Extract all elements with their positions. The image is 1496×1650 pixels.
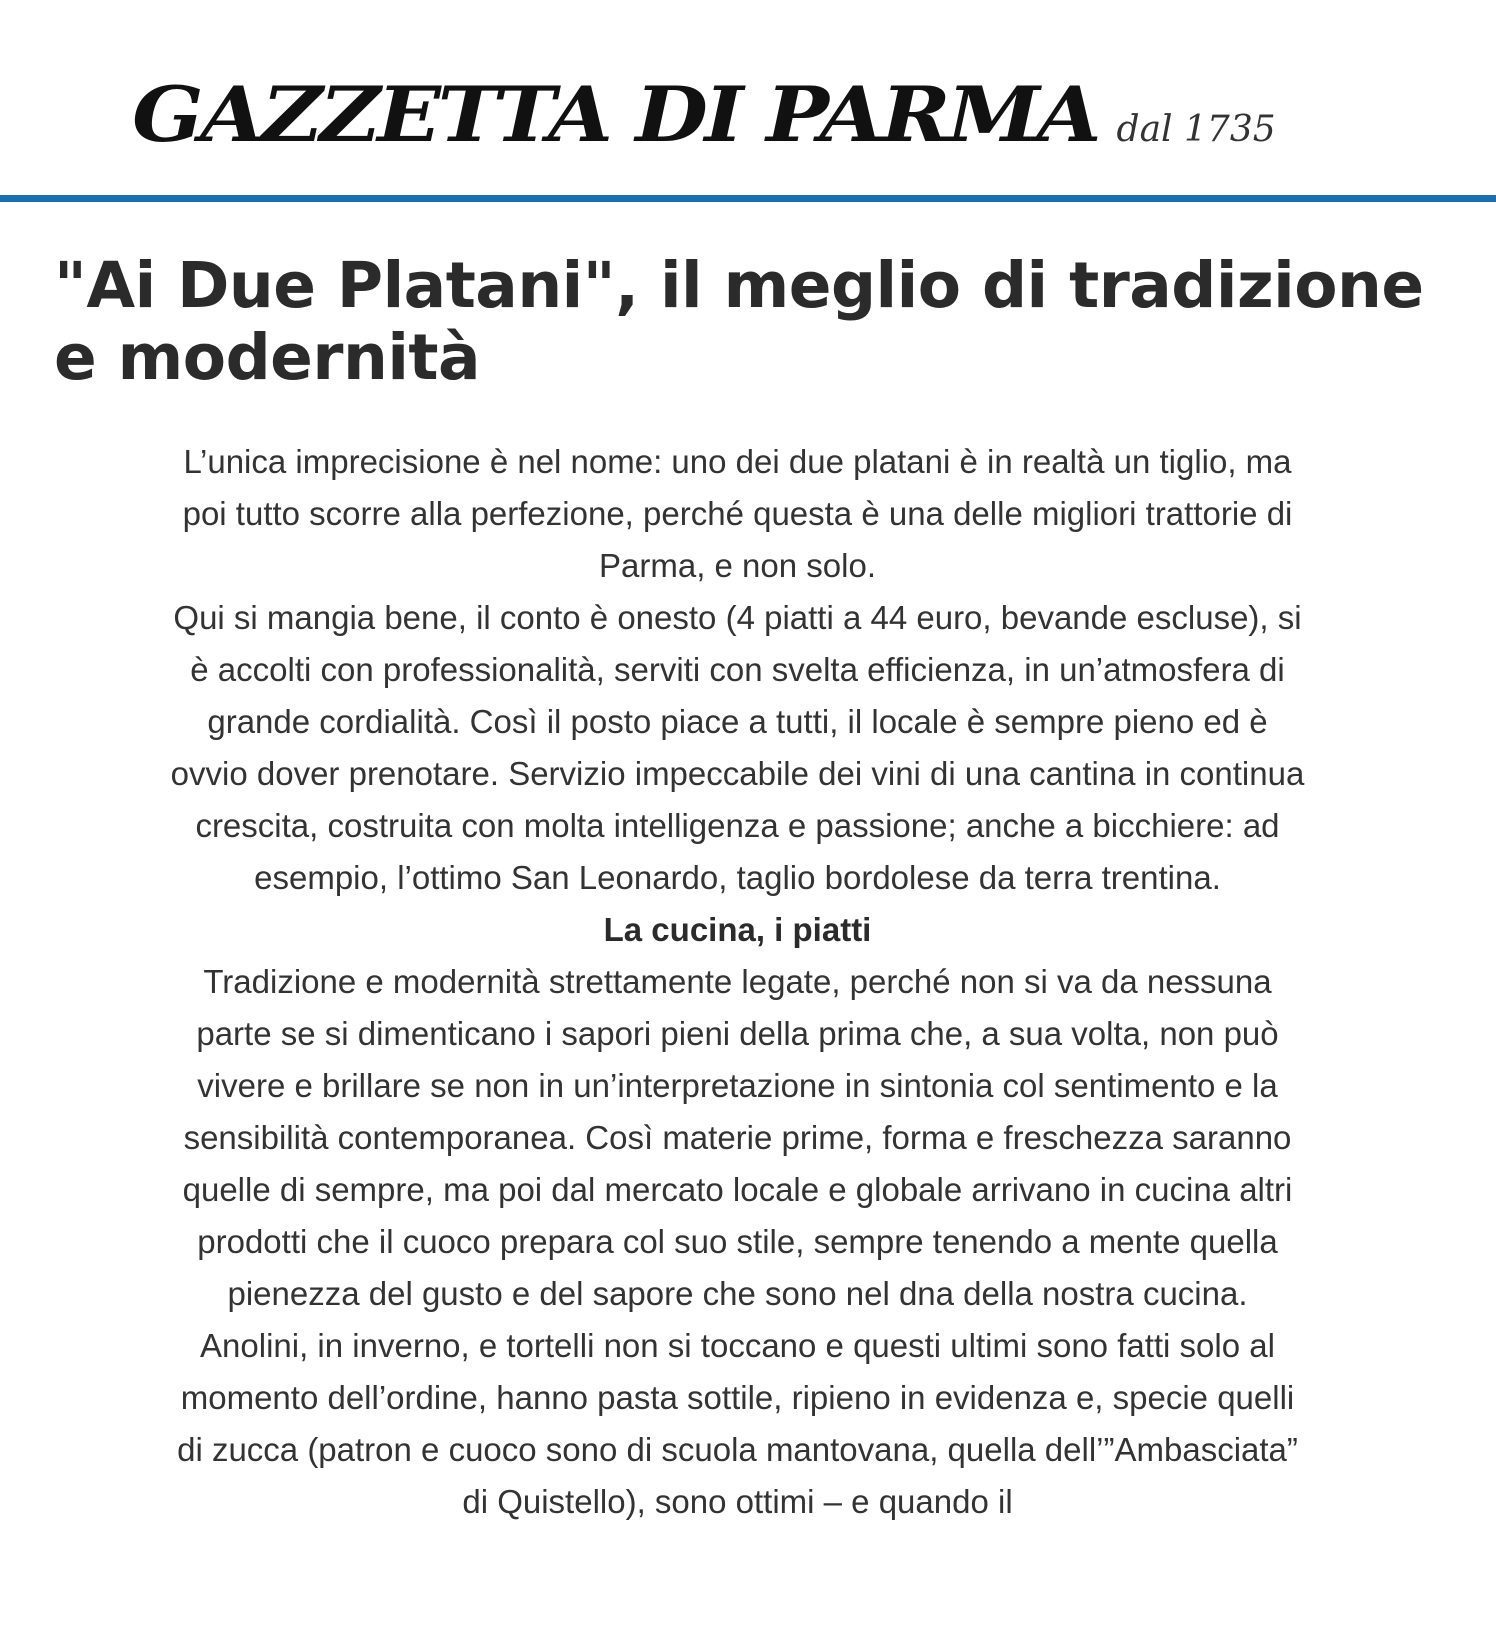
article-paragraph: L’unica imprecisione è nel nome: uno dei due platani è in realtà un tiglio, ma poi tutto scorre alla perfezione, perché questa è una delle migliori trattorie di Parma, e non solo. xyxy=(182,443,1293,584)
article-body xyxy=(170,436,1305,1528)
article-title: "Ai Due Platani", il meglio di tradizione e modernità xyxy=(54,249,1424,394)
logo-since: dal 1735 xyxy=(1116,109,1276,150)
header-divider xyxy=(0,195,1496,202)
article-paragraph: Qui si mangia bene, il conto è onesto (4 piatti a 44 euro, bevande escluse), si è accolti con professionalità, serviti con svelta efficienza, in un’atmosfera di grande cordialità. Così il posto piace a tutti, il locale è sempre pieno ed è ovvio dover prenotare. Servizio impeccabile dei vini di una cantina in continua crescita, costruita con molta intelligenza e passione; anche a bicchiere: ad esempio, l’ottimo San Leonardo, taglio bordolese da terra trentina. xyxy=(170,599,1305,896)
masthead xyxy=(0,0,1496,196)
article-paragraph: Tradizione e modernità strettamente legate, perché non si va da nessuna parte se si dimenticano i sapori pieni della prima che, a sua volta, non può vivere e brillare se non in un’interpretazione in sintonia col sentimento e la sensibilità contemporanea. Così materie prime, forma e freschezza saranno quelle di sempre, ma poi dal mercato locale e globale arrivano in cucina altri prodotti che il cuoco prepara col suo stile, sempre tenendo a mente quella pienezza del gusto e del sapore che sono nel dna della nostra cucina. Anolini, in inverno, e tortelli non si toccano e questi ultimi sono fatti solo al momento dell’ordine, hanno pasta sottile, ripieno in evidenza e, specie quelli di zucca (patron e cuoco sono di scuola mantovana, quella dell’”Ambasciata” di Quistello), sono ottimi – e quando il xyxy=(177,963,1298,1520)
article-subheading: La cucina, i piatti xyxy=(603,911,872,948)
site-logo[interactable] xyxy=(0,70,1496,159)
logo-wordmark: GAZZETTA DI PARMA xyxy=(132,70,1099,159)
